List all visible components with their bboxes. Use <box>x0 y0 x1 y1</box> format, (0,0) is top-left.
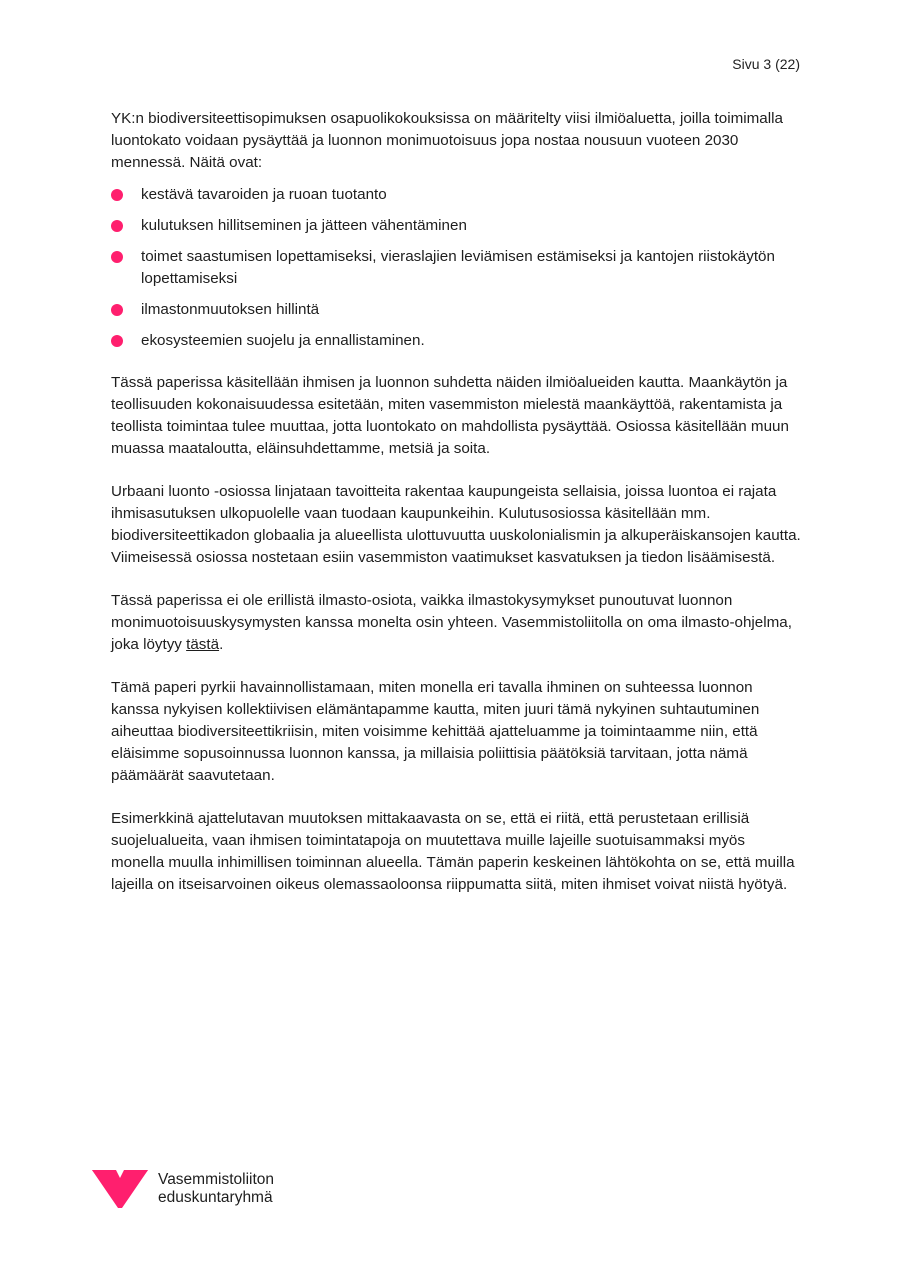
climate-program-link[interactable]: tästä <box>186 636 220 653</box>
organization-line-1: Vasemmistoliiton <box>158 1171 275 1188</box>
bullet-dot-icon <box>111 335 123 347</box>
intro-paragraph: YK:n biodiversiteettisopimuksen osapuolikokouksissa on määritelty viisi ilmiöaluetta, joilla toimimalla luontokato voidaan pysäyttää ja luonnon monimuotoisuus jopa nostaa nousuun vuoteen 2030 mennessä. Näitä ovat: <box>111 110 783 171</box>
list-item <box>111 299 801 321</box>
organization-line-2: eduskuntaryhmä <box>158 1189 273 1206</box>
bullet-dot-icon <box>111 251 123 263</box>
list-item <box>111 184 801 206</box>
paragraph-example: Esimerkkinä ajattelutavan muutoksen mittakaavasta on se, että ei riitä, että perustetaan erillisiä suojelualueita, vaan ihmisen toimintatapoja on muutettava muille lajeille suotuisammaksi myös monella muulla inhimillisen toiminnan alueella. Tämän paperin keskeinen lähtökohta on se, että muilla lajeilla on itseisarvoinen oikeus olemassaoloonsa riippumatta siitä, miten ihmiset voivat niistä hyötyä. <box>111 810 795 893</box>
list-item-text: kestävä tavaroiden ja ruoan tuotanto <box>141 186 387 203</box>
document-body <box>111 108 801 917</box>
paragraph-urban-nature: Urbaani luonto -osiossa linjataan tavoitteita rakentaa kaupungeista sellaisia, joissa luontoa ei rajata ihmisasutuksen ulkopuolelle vaan tuodaan kaupunkeihin. Kulutusosiossa käsitellään mm. biodiversiteettikadon globaalia ja alueellista ulottuvuutta uuskolonialismin ja alkuperäiskansojen kautta. Viimeisessä osiossa nostetaan esiin vasemmiston vaatimukset kasvatuksen ja tiedon lisäämisestä. <box>111 483 801 566</box>
vasemmistoliitto-logo-icon <box>92 1168 148 1208</box>
list-item-text: ilmastonmuutoksen hillintä <box>141 301 320 318</box>
organization-name <box>158 1171 274 1207</box>
paragraph-climate-text: Tässä paperissa ei ole erillistä ilmasto-osiota, vaikka ilmastokysymykset punoutuvat luonnon monimuotoisuuskysymysten kanssa monelta osin yhteen. Vasemmistoliitolla on oma ilmasto-ohjelma, joka löytyy <box>111 592 792 653</box>
list-item-text: kulutuksen hillitseminen ja jätteen vähentäminen <box>141 217 467 234</box>
footer <box>92 1168 274 1208</box>
bullet-dot-icon <box>111 189 123 201</box>
list-item <box>111 215 801 237</box>
bullet-dot-icon <box>111 220 123 232</box>
list-item-text: toimet saastumisen lopettamiseksi, vieraslajien leviämisen estämiseksi ja kantojen riistokäytön lopettamiseksi <box>141 248 775 287</box>
bullet-list <box>111 184 801 352</box>
list-item <box>111 246 801 290</box>
paragraph-climate-end: . <box>219 636 224 653</box>
paragraph-climate <box>111 590 801 656</box>
list-item <box>111 330 801 352</box>
bullet-dot-icon <box>111 304 123 316</box>
paragraph-land-use: Tässä paperissa käsitellään ihmisen ja luonnon suhdetta näiden ilmiöalueiden kautta. Maankäytön ja teollisuuden kokonaisuudessa esitetään, miten vasemmiston mielestä maankäyttöä, rakentamista ja teollista toimintaa tulee muuttaa, jotta luontokato on mahdollista pysäyttää. Osiossa käsitellään muun muassa maataloutta, eläinsuhdettamme, metsiä ja soita. <box>111 374 789 457</box>
list-item-text: ekosysteemien suojelu ja ennallistaminen. <box>141 332 425 349</box>
paragraph-aims: Tämä paperi pyrkii havainnollistamaan, miten monella eri tavalla ihminen on suhteessa luonnon kanssa nykyisen kollektiivisen elämäntapamme kautta, miten juuri tämä nykyinen suhtautuminen aiheuttaa biodiversiteettikriisin, miten voisimme kehittää ajatteluamme ja toimintaamme niin, että eläisimme sopusoinnussa luonnon kanssa, ja millaisia poliittisia päätöksiä tarvitaan, jotta nämä päämäärät saavutetaan. <box>111 679 760 784</box>
page-number: Sivu 3 (22) <box>732 56 800 72</box>
